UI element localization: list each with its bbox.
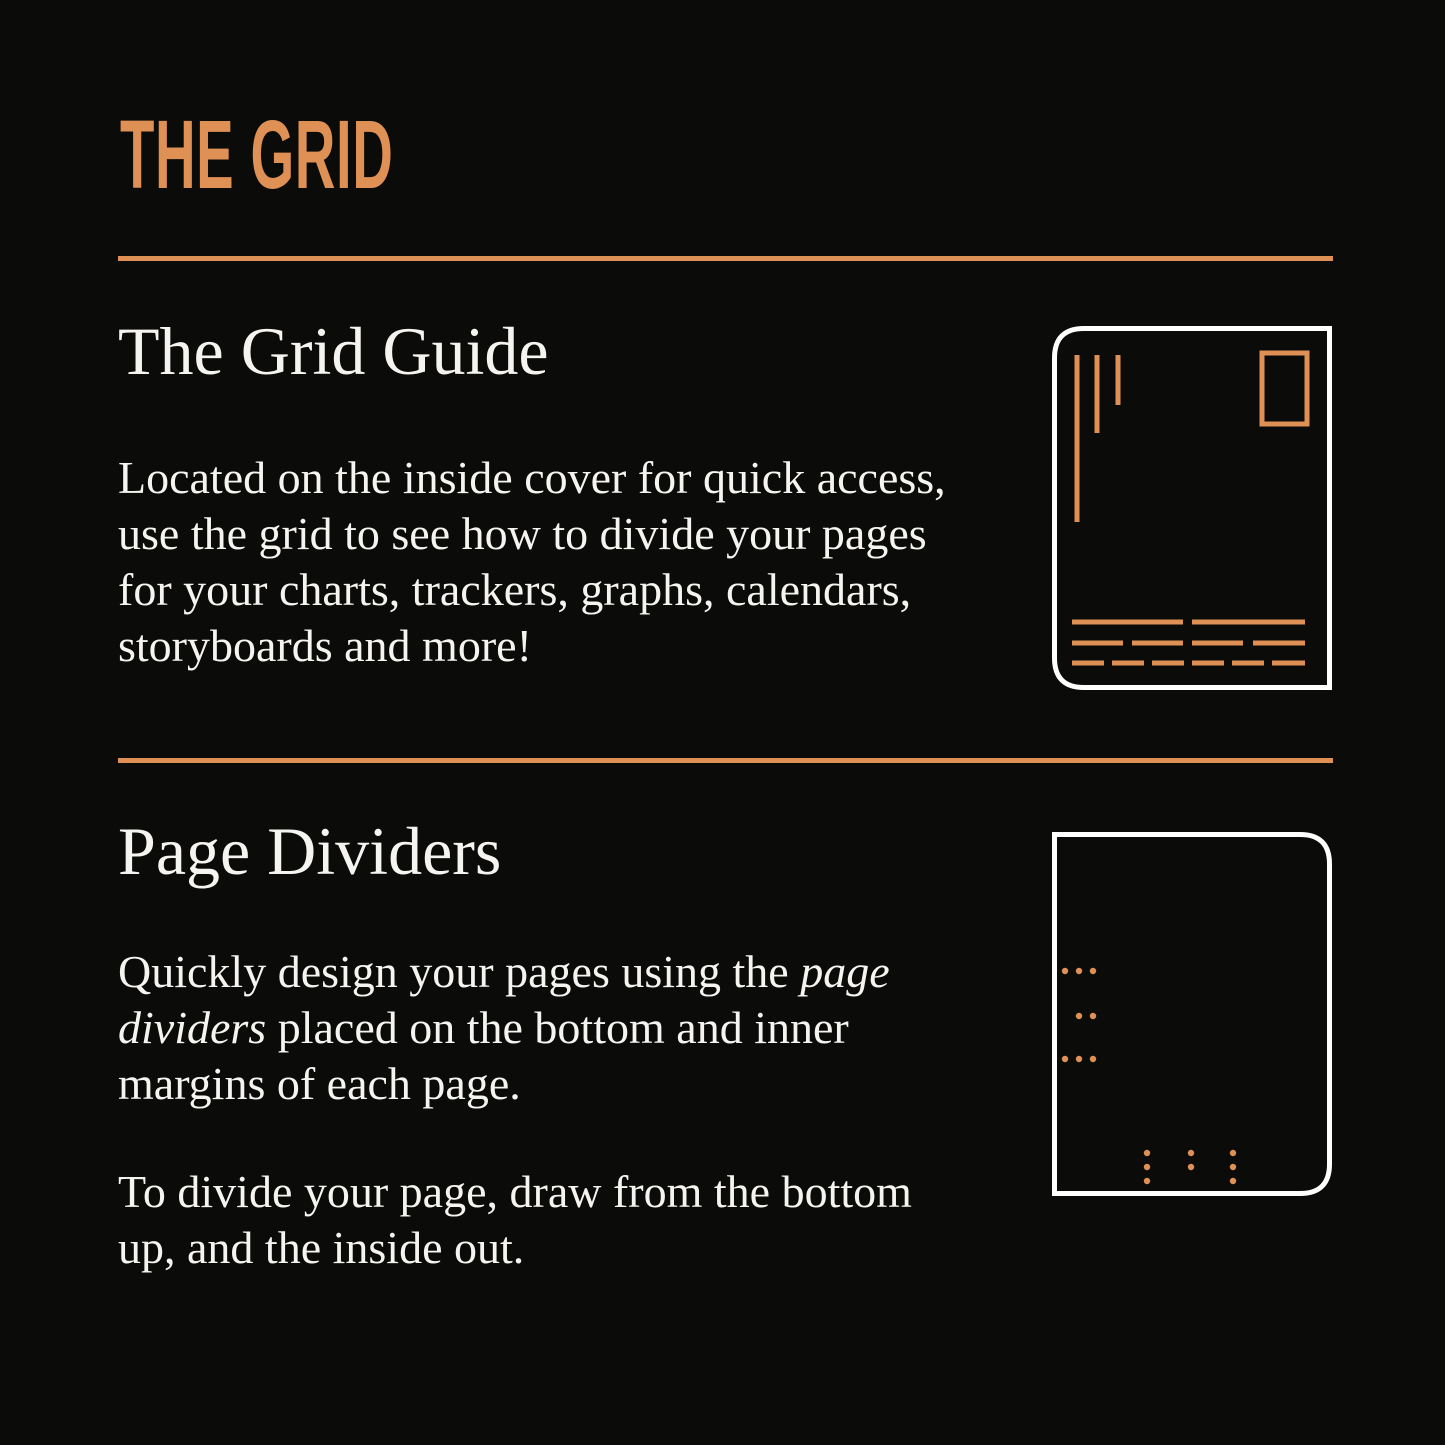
divider-dot [1230,1178,1236,1184]
divider-dot [1062,968,1068,974]
page-dividers-notebook-illustration [1052,832,1332,1196]
divider-dot [1144,1150,1150,1156]
inner-margin-divider-dots [1062,968,1096,1062]
divider-dot [1090,968,1096,974]
text-line: storyboards and more! [118,620,532,671]
divider-dot [1076,1056,1082,1062]
grid-guide-heading: The Grid Guide [118,313,549,389]
text-line [118,944,890,1000]
page-dividers-heading: Page Dividers [118,813,502,889]
text-line: up, and the inside out. [118,1222,525,1273]
divider-dot [1076,1013,1082,1019]
text-line: Located on the inside cover for quick access, [118,452,946,503]
grid-guide-dashed-rows [1072,622,1305,663]
page-dividers-paragraph [118,944,890,1112]
divider-dot [1144,1178,1150,1184]
divider-dot [1144,1164,1150,1170]
text-line: To divide your page, draw from the bottom [118,1166,912,1217]
page-title: THE GRID [120,100,394,209]
divider-dot [1076,968,1082,974]
text-line: for your charts, trackers, graphs, calendars, [118,564,912,615]
divider-dot [1188,1150,1194,1156]
page-dividers-instruction [118,1164,912,1276]
text-segment: placed on the bottom and inner [266,1002,849,1053]
grid-guide-vertical-margin-lines [1077,355,1118,522]
divider-dot [1230,1150,1236,1156]
text-segment: Quickly design your pages using the [118,946,801,997]
bottom-margin-divider-dots [1144,1150,1236,1184]
section-divider-line-bottom [118,758,1333,763]
divider-dot [1062,1056,1068,1062]
divider-dot [1090,1056,1096,1062]
text-line: margins of each page. [118,1058,521,1109]
text-line: use the grid to see how to divide your pages [118,508,927,559]
divider-dot [1090,1013,1096,1019]
divider-dot [1188,1164,1194,1170]
text-segment-italic: page [800,946,890,997]
text-segment-italic: dividers [118,1002,267,1053]
text-line [118,1000,890,1056]
grid-guide-paragraph [118,450,946,674]
section-divider-line-top [118,256,1333,261]
grid-guide-photo-frame [1262,353,1307,424]
divider-dot [1230,1164,1236,1170]
notebook-page-outline-right-rounded [1055,835,1330,1194]
grid-guide-notebook-illustration [1052,326,1332,690]
